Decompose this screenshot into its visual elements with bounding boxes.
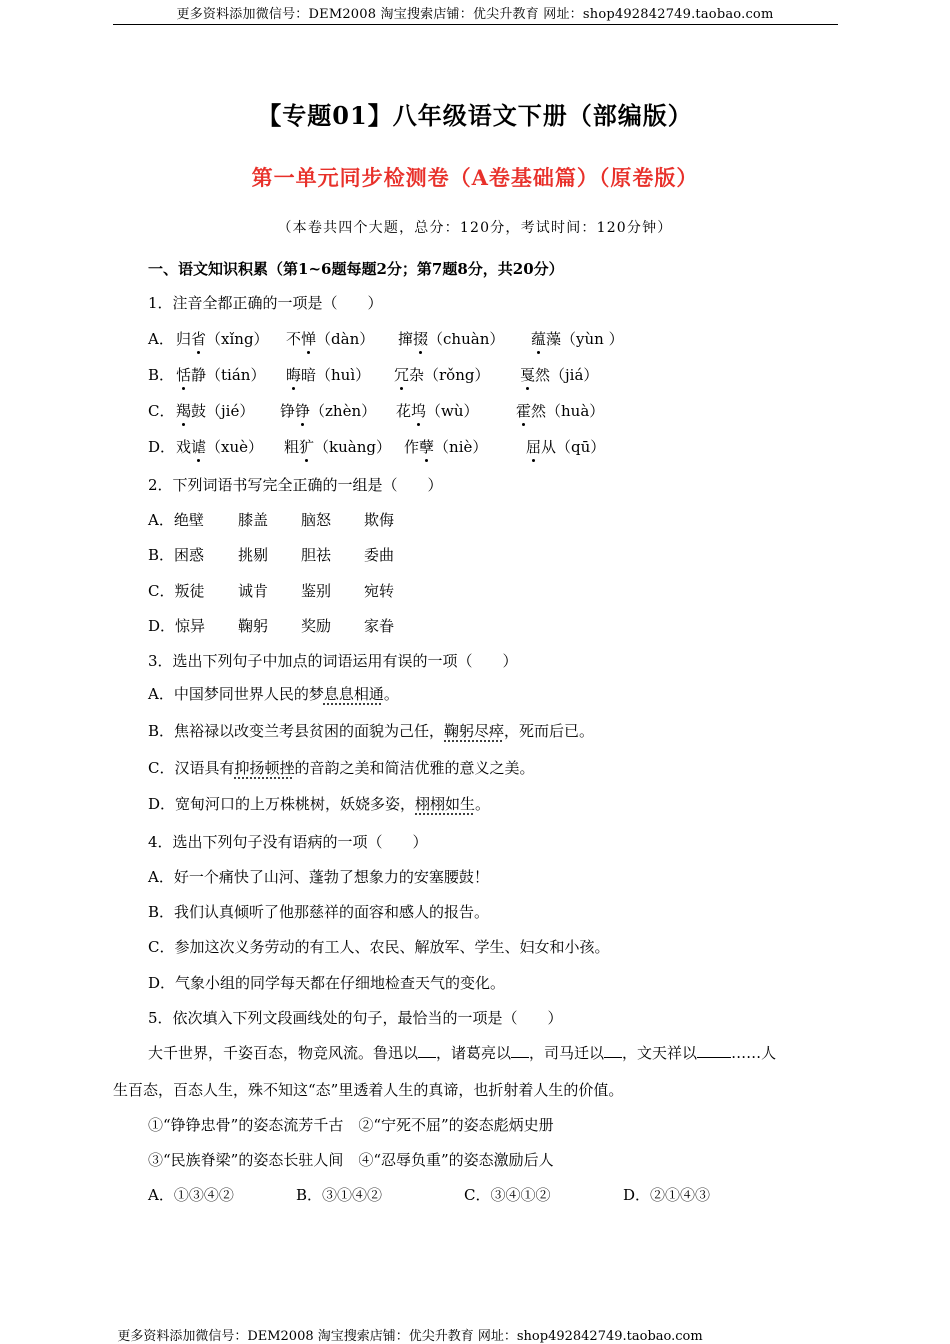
q1a-item: 不惮（dàn）	[286, 330, 375, 348]
fill-blank	[418, 1043, 436, 1058]
q3-option-b: B．焦裕禄以改变兰考县贫困的面貌为己任，鞠躬尽瘁，死而后已。	[148, 722, 595, 740]
q4-option-c: C．参加这次义务劳动的有工人、农民、解放军、学生、妇女和小孩。	[148, 938, 610, 956]
q5-option-b: B．③①④②	[296, 1186, 383, 1204]
fill-blank	[511, 1043, 529, 1058]
q3-stem: 3．选出下列句子中加点的词语运用有误的一项（ ）	[148, 652, 518, 670]
header-rule	[113, 24, 838, 25]
q1a-item: 撺掇（chuàn）	[398, 330, 505, 348]
dotted-word: 抑扬顿挫	[234, 759, 295, 777]
q5-option-d: D．②①④③	[623, 1186, 711, 1204]
q1d-item: 戏谑（xuè）	[176, 438, 264, 456]
q1-option-b	[148, 364, 748, 385]
dotted-word: 栩栩如生	[415, 795, 476, 813]
q1d-item: 粗犷（kuàng）	[284, 438, 391, 456]
q4-option-b: B．我们认真倾听了他那慈祥的面容和感人的报告。	[148, 903, 490, 921]
q4-stem: 4．选出下列句子没有语病的一项（ ）	[148, 833, 428, 851]
q1d-item: 作孽（niè）	[404, 438, 488, 456]
document-page: 更多资料添加微信号：DEM2008 淘宝搜索店铺：优尖升教育 网址：shop492842749.taobao.com 【专题01】八年级语文下册（部编版） 第一单元同步检测卷（A卷基础篇）（原卷版） （本卷共四个大题，总分：120分，考试时间：120分钟） 一、语文知识积累（第1~6题每题2分；第7题8分，共20分） 1．注音全都正确的一项是（ ） A． 归省（xǐng） 不惮（dàn） 撺掇（chuàn） 蕴藻（yùn ） B． 恬静（tián） 晦暗（huì） 冗杂（rǒng） 戛然（jiá） C． 羯鼓（jié） 铮铮（zhèn） 花坞（wù） 霍然（huà） D． 戏谑（xuè） 粗犷（kuàng） 作孽（niè） 屈从（qū） 2．下列词语书写完全正确的一组是（ ） A．绝壁 膝盖 脑怒 欺侮 B．困惑 挑剔 胆祛 委曲 C．叛徒 诚肯 鉴别 宛转 D．惊异 鞠躬 奖励 家眷 3．选出下列句子中加点的词语运用有误的一项（ ） A．中国梦同世界人民的梦息息相通。 B．焦裕禄以改变兰考县贫困的面貌为己任，鞠躬尽瘁，死而后已。 C．汉语具有抑扬顿挫的音韵之美和简洁优雅的意义之美。 D．宽甸河口的上万株桃树，妖娆多姿，栩栩如生。 4．选出下列句子没有语病的一项（ ） A．好一个痛快了山河、蓬勃了想象力的安塞腰鼓！ B．我们认真倾听了他那慈祥的面容和感人的报告。 C．参加这次义务劳动的有工人、农民、解放军、学生、妇女和小孩。 D．气象小组的同学每天都在仔细地检查天气的变化。 5．依次填入下列文段画线处的句子，最恰当的一项是（ ） 大千世界，千姿百态，物竞风流。鲁迅以 ，诸葛亮以 ，司马迁以 ，文天祥以 ……人 生百态，百态人生，殊不知这“态”里透着人生的真谛，也折射着人生的价值。 ①“铮铮忠骨”的姿态流芳千古 ②“宁死不屈”的姿态彪炳史册 ③“民族脊梁”的姿态长驻人间 ④“忍辱负重”的姿态激励后人 A．①③④② B．③①④② C．③④①② D．②①④③ 更多资料添加微信号：DEM2008 淘宝搜索店铺：优尖升教育 网址：shop492842749.taobao.com	[0, 0, 950, 1344]
q5-option-c: C．③④①②	[464, 1186, 551, 1204]
document-title: 【专题01】八年级语文下册（部编版）	[257, 101, 693, 130]
q1-option-a	[148, 328, 748, 349]
page-footer: 更多资料添加微信号：DEM2008 淘宝搜索店铺：优尖升教育 网址：shop492842749.taobao.com	[117, 1329, 703, 1344]
q5-sentences-2: ③“民族脊梁”的姿态长驻人间 ④“忍辱负重”的姿态激励后人	[148, 1151, 554, 1169]
q3-option-a: A．中国梦同世界人民的梦息息相通。	[148, 685, 399, 703]
q5-passage-line1: 大千世界，千姿百态，物竞风流。鲁迅以 ，诸葛亮以 ，司马迁以 ，文天祥以 ……人	[148, 1044, 777, 1062]
document-subtitle: 第一单元同步检测卷（A卷基础篇）（原卷版）	[251, 165, 699, 190]
q1-option-d	[148, 436, 748, 457]
option-label: A．	[148, 330, 174, 348]
q1-stem: 1．注音全都正确的一项是（ ）	[148, 294, 383, 312]
q3-option-d: D．宽甸河口的上万株桃树，妖娆多姿，栩栩如生。	[148, 795, 491, 813]
q1a-item: 归省（xǐng）	[176, 330, 269, 348]
q2-stem: 2．下列词语书写完全正确的一组是（ ）	[148, 476, 443, 494]
page-header: 更多资料添加微信号：DEM2008 淘宝搜索店铺：优尖升教育 网址：shop492842749.taobao.com	[176, 7, 774, 22]
q1c-item: 羯鼓（jié）	[176, 402, 255, 420]
q5-option-a: A．①③④②	[148, 1186, 234, 1204]
q1b-item: 戛然（jiá）	[520, 366, 599, 384]
q1c-item: 花坞（wù）	[396, 402, 479, 420]
q1b-item: 晦暗（huì）	[286, 366, 371, 384]
section-heading: 一、语文知识积累（第1~6题每题2分；第7题8分，共20分）	[148, 260, 564, 278]
q3-option-c: C．汉语具有抑扬顿挫的音韵之美和简洁优雅的意义之美。	[148, 759, 535, 777]
option-label: C．	[148, 402, 175, 420]
fill-blank	[697, 1043, 731, 1058]
q1b-item: 冗杂（rǒng）	[394, 366, 490, 384]
dotted-word: 息息相通	[323, 685, 384, 703]
q1d-item: 屈从（qū）	[526, 438, 606, 456]
q5-sentences-1: ①“铮铮忠骨”的姿态流芳千古 ②“宁死不屈”的姿态彪炳史册	[148, 1116, 554, 1134]
q4-option-a: A．好一个痛快了山河、蓬勃了想象力的安塞腰鼓！	[148, 868, 489, 886]
q1b-item: 恬静（tián）	[176, 366, 266, 384]
option-label: B．	[148, 366, 175, 384]
exam-note: （本卷共四个大题，总分：120分，考试时间：120分钟）	[277, 220, 673, 236]
q4-option-d: D．气象小组的同学每天都在仔细地检查天气的变化。	[148, 974, 506, 992]
q5-stem: 5．依次填入下列文段画线处的句子，最恰当的一项是（ ）	[148, 1009, 563, 1027]
dotted-word: 鞠躬尽瘁	[444, 722, 505, 740]
q1c-item: 铮铮（zhèn）	[280, 402, 377, 420]
q1a-item: 蕴藻（yùn ）	[531, 330, 624, 348]
q5-passage-line2: 生百态，百态人生，殊不知这“态”里透着人生的真谛，也折射着人生的价值。	[113, 1081, 624, 1099]
option-label: D．	[148, 438, 176, 456]
q1c-item: 霍然（huà）	[516, 402, 605, 420]
q1-option-c	[148, 400, 748, 421]
fill-blank	[604, 1043, 622, 1058]
